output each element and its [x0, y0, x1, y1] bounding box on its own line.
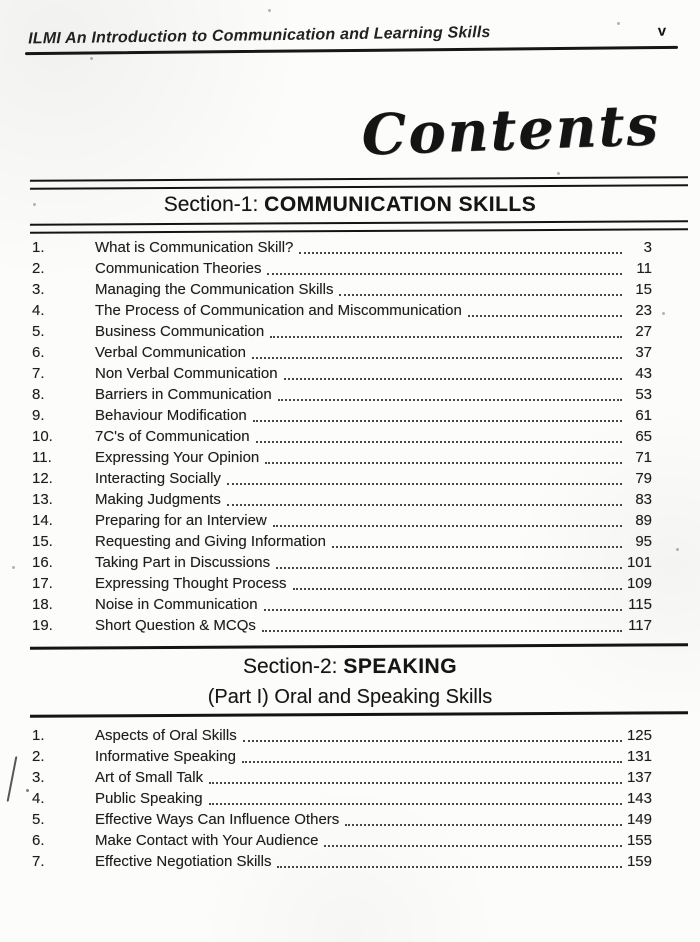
toc-entry-title: Taking Part in Discussions	[95, 554, 271, 571]
toc-entry	[32, 725, 652, 746]
toc-entry	[32, 342, 652, 363]
toc-entry-number: 2.	[32, 260, 45, 277]
toc-entry	[32, 405, 652, 426]
toc-entry	[32, 615, 652, 636]
toc-entry-page: 143	[626, 790, 652, 807]
scan-speck	[90, 57, 93, 60]
toc-entry-number: 5.	[32, 811, 45, 828]
toc-entry-page: 43	[635, 365, 652, 382]
dot-leader	[345, 824, 622, 826]
toc-entry-title: Communication Theories	[95, 260, 262, 277]
toc-entry	[32, 830, 652, 851]
toc-entry-title: Make Contact with Your Audience	[95, 832, 319, 849]
toc-entry-title: Art of Small Talk	[95, 769, 204, 786]
toc-entry-number: 19.	[32, 617, 53, 634]
toc-entry-page: 125	[626, 727, 652, 744]
dot-leader	[267, 273, 622, 275]
toc-entry-title: The Process of Communication and Miscommunication	[95, 302, 462, 319]
toc-entry-number: 4.	[32, 790, 45, 807]
section-1-band	[0, 178, 700, 232]
scan-speck	[617, 22, 620, 25]
section-1-label: Section-1:	[163, 193, 259, 216]
toc-entry	[32, 447, 652, 468]
toc-entry	[32, 426, 652, 447]
dot-leader	[273, 525, 622, 527]
toc-entry-page: 117	[628, 617, 652, 634]
toc-entry-page: 27	[635, 323, 652, 340]
toc-entry-number: 2.	[32, 748, 45, 765]
scan-speck	[12, 566, 15, 569]
scan-speck	[662, 312, 665, 315]
toc-entry-number: 6.	[32, 344, 45, 361]
toc-entry-page: 115	[628, 596, 652, 613]
dot-leader	[278, 399, 622, 401]
toc-entry-page: 131	[626, 748, 652, 765]
dot-leader	[265, 462, 622, 464]
dot-leader	[324, 845, 622, 847]
dot-leader	[209, 782, 622, 784]
dot-leader	[277, 866, 622, 868]
toc-entry-page: 109	[626, 575, 652, 592]
dot-leader	[339, 294, 622, 296]
toc-entry	[32, 788, 652, 809]
book-title: ILMI An Introduction to Communication and Learning Skills	[28, 24, 491, 48]
toc-entry-title: Effective Ways Can Influence Others	[95, 811, 340, 828]
toc-entry-number: 10.	[32, 428, 53, 445]
toc-entry	[32, 237, 652, 258]
toc-entry-page: 83	[635, 491, 652, 508]
section-2-label: Section-2:	[242, 655, 338, 678]
toc-entry-number: 9.	[32, 407, 45, 424]
toc-entry-number: 7.	[32, 853, 45, 870]
scan-speck	[676, 548, 679, 551]
section-2-subtitle: (Part I) Oral and Speaking Skills	[207, 686, 493, 708]
toc-entry-number: 4.	[32, 302, 45, 319]
toc-entry-number: 18.	[32, 596, 53, 613]
dot-leader	[252, 357, 622, 359]
toc-entry-page: 101	[626, 554, 652, 571]
toc-entry-number: 6.	[32, 832, 45, 849]
toc-entry	[32, 321, 652, 342]
section-2-top-rule	[30, 643, 688, 649]
toc-entry	[32, 851, 652, 872]
toc-entry-number: 3.	[32, 281, 45, 298]
section-1-name: COMMUNICATION SKILLS	[264, 193, 537, 216]
dot-leader	[284, 378, 622, 380]
toc-entry-title: Expressing Thought Process	[95, 575, 287, 592]
toc-entry-page: 159	[626, 853, 652, 870]
toc-entry-title: Barriers in Communication	[95, 386, 272, 403]
toc-entry-title: Informative Speaking	[95, 748, 236, 765]
toc-entry-title: Verbal Communication	[95, 344, 246, 361]
toc-entry-number: 5.	[32, 323, 45, 340]
toc-entry-page: 79	[635, 470, 652, 487]
dot-leader	[299, 252, 622, 254]
scan-speck	[268, 9, 271, 12]
toc-entry-number: 3.	[32, 769, 45, 786]
dot-leader	[227, 483, 622, 485]
dot-leader	[468, 315, 622, 317]
toc-entry-title: Behaviour Modification	[95, 407, 247, 424]
toc-entry-number: 1.	[32, 727, 45, 744]
scan-speck	[33, 203, 36, 206]
toc-entry-title: Managing the Communication Skills	[95, 281, 334, 298]
toc-entry-number: 17.	[32, 575, 53, 592]
running-header	[0, 0, 700, 49]
toc-entry-number: 8.	[32, 386, 45, 403]
toc-entry-number: 12.	[32, 470, 53, 487]
toc-entry-title: What is Communication Skill?	[95, 239, 294, 256]
toc-entry	[32, 468, 652, 489]
toc-entry-title: 7C's of Communication	[95, 428, 250, 445]
section-2-heading	[0, 652, 700, 682]
toc-list-section-2	[0, 716, 700, 872]
toc-entry-page: 53	[635, 386, 652, 403]
toc-entry-title: Aspects of Oral Skills	[95, 727, 237, 744]
header-rule	[25, 46, 678, 55]
toc-entry-number: 7.	[32, 365, 45, 382]
contents-title: Contents	[360, 92, 661, 169]
toc-entry-title: Preparing for an Interview	[95, 512, 267, 529]
toc-entry-page: 149	[626, 811, 652, 828]
toc-entry-page: 65	[635, 428, 652, 445]
toc-entry-page: 11	[636, 260, 652, 277]
toc-entry-title: Effective Negotiation Skills	[95, 853, 272, 870]
pen-dot-artifact	[26, 789, 29, 792]
toc-entry-title: Short Question & MCQs	[95, 617, 256, 634]
toc-entry	[32, 552, 652, 573]
dot-leader	[293, 588, 623, 590]
toc-entry	[32, 573, 652, 594]
toc-entry	[32, 363, 652, 384]
dot-leader	[243, 740, 622, 742]
toc-entry-page: 155	[626, 832, 652, 849]
dot-leader	[227, 504, 622, 506]
toc-entry-page: 137	[626, 769, 652, 786]
toc-entry-page: 61	[635, 407, 652, 424]
dot-leader	[332, 546, 622, 548]
dot-leader	[256, 441, 622, 443]
toc-entry	[32, 279, 652, 300]
toc-entry	[32, 489, 652, 510]
toc-entry-title: Making Judgments	[95, 491, 221, 508]
toc-entry	[32, 510, 652, 531]
toc-entry-page: 15	[635, 281, 652, 298]
dot-leader	[276, 567, 622, 569]
toc-entry-number: 11.	[32, 449, 52, 466]
toc-entry-page: 37	[635, 344, 652, 361]
toc-entry	[32, 300, 652, 321]
toc-entry	[32, 746, 652, 767]
toc-entry-title: Public Speaking	[95, 790, 203, 807]
dot-leader	[253, 420, 622, 422]
toc-entry-title: Interacting Socially	[95, 470, 221, 487]
dot-leader	[209, 803, 622, 805]
dot-leader	[242, 761, 622, 763]
toc-entry-page: 23	[635, 302, 652, 319]
dot-leader	[262, 630, 622, 632]
section-2-name: SPEAKING	[343, 655, 458, 678]
toc-entry-title: Business Communication	[95, 323, 265, 340]
toc-entry-title: Non Verbal Communication	[95, 365, 278, 382]
toc-entry-title: Expressing Your Opinion	[95, 449, 260, 466]
toc-entry	[32, 594, 652, 615]
toc-entry	[32, 258, 652, 279]
toc-entry-number: 14.	[32, 512, 53, 529]
toc-entry	[32, 384, 652, 405]
toc-entry-page: 71	[635, 449, 652, 466]
toc-entry-page: 89	[635, 512, 652, 529]
page-number: v	[657, 22, 667, 40]
toc-entry-number: 13.	[32, 491, 53, 508]
toc-entry-page: 3	[643, 239, 652, 256]
section-1-heading	[0, 190, 700, 220]
scan-speck	[648, 836, 651, 839]
dot-leader	[264, 609, 622, 611]
toc-entry	[32, 531, 652, 552]
scan-speck	[557, 172, 560, 175]
section-1-top-rule	[30, 176, 688, 189]
toc-entry	[32, 767, 652, 788]
toc-entry-page: 95	[635, 533, 652, 550]
section-2-band	[0, 645, 700, 716]
toc-entry	[32, 809, 652, 830]
dot-leader	[270, 336, 622, 338]
toc-entry-number: 16.	[32, 554, 53, 571]
toc-entry-title: Noise in Communication	[95, 596, 258, 613]
toc-entry-number: 15.	[32, 533, 53, 550]
toc-entry-title: Requesting and Giving Information	[95, 533, 326, 550]
toc-entry-number: 1.	[32, 239, 45, 256]
toc-list-section-1	[0, 232, 700, 636]
